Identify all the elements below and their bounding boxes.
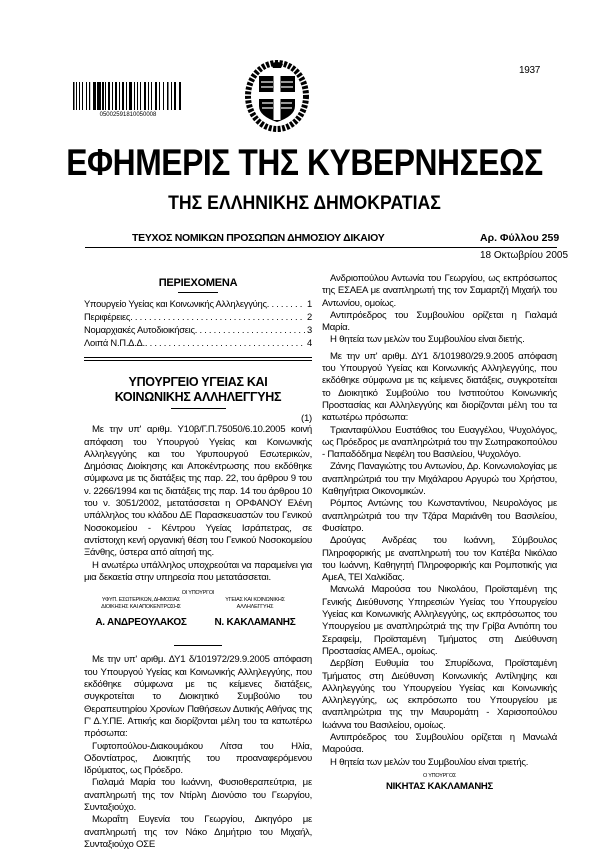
toc-item-label: Λοιπά Ν.Π.Δ.Δ. <box>84 337 145 349</box>
gazette-subtitle: ΤΗΣ ΕΛΛΗΝΙΚΗΣ ΔΗΜΟΚΡΑΤΙΑΣ <box>168 193 441 214</box>
signatory-name: Α. ΑΝΔΡΕΟΥΛΑΚΟΣ <box>95 617 187 629</box>
section-title-line1: ΥΠΟΥΡΓΕΙΟ ΥΓΕΙΑΣ ΚΑΙ <box>128 375 268 390</box>
toc-item[interactable] <box>84 336 312 349</box>
decision-paragraph: Η θητεία των μελών του Συμβουλίου είναι διετής. <box>330 334 525 346</box>
right-column <box>322 273 557 794</box>
toc-item[interactable] <box>84 310 312 323</box>
decision-paragraph: Η θητεία των μελών του Συμβουλίου είναι τριετής. <box>330 756 529 768</box>
signatory-role: ΥΓΕΙΑΣ ΚΑΙ ΚΟΙΝΩΝΙΚΗΣ <box>225 597 285 604</box>
toc-item-page: 4 <box>307 337 312 349</box>
decision-paragraph: Δρούγας Ανδρέας του Ιωάννη, Σύμβουλος Πληροφορικής με αναπληρωτή του τον Κατέβα Νικόλαο του Ιωάννη, Καθηγητή Πληροφορικής και Ρομποτικής για ΑμεΑ, ΤΕΙ Χαλκίδας. <box>322 535 557 584</box>
decision-paragraph: Μωραΐτη Ευγενία του Γεωργίου, Δικηγόρο με αναπληρωτή της τον Νάκο Δημήτριο του Μιχαήλ, Συνταξιούχο ΟΣΕ <box>84 814 312 850</box>
left-column <box>84 272 312 851</box>
toc-title-underline <box>178 292 218 293</box>
sheet-number: Αρ. Φύλλου 259 <box>480 232 560 244</box>
gazette-title: ΕΦΗΜΕΡΙΣ ΤΗΣ ΚΥΒΕΡΝΗΣΕΩΣ <box>66 142 543 183</box>
decision-paragraph: Αντιπρόεδρος του Συμβουλίου ορίζεται η Γιαλαμά Μαρία. <box>322 309 557 334</box>
minister-label: Ο ΥΠΟΥΡΓΟΣ <box>423 772 456 779</box>
decision-paragraph: Η ανωτέρω υπάλληλος υποχρεούται να παραμείνει για μια δεκαετία στην υπηρεσία που μετατάσσεται. <box>84 559 312 583</box>
decision-paragraph: Τριανταφύλλου Ευστάθιος του Ευαγγέλου, Ψυχολόγος, ως Πρόεδρος με αναπληρώτριά του την Σωτηρακοπούλου - Παπαδόδημα Νεφέλη του Βασιλείου, Ψυχολόγο. <box>322 424 557 461</box>
section-title-line2: ΚΟΙΝΩΝΙΚΗΣ ΑΛΛΗΛΕΓΓΥΗΣ <box>114 390 282 405</box>
header-divider <box>85 247 557 248</box>
toc-title: ΠΕΡΙΕΧΟΜΕΝΑ <box>158 277 238 289</box>
toc-item[interactable] <box>84 297 312 310</box>
decision-paragraph: Ρόμπος Αντώνης του Κωνσταντίνου, Νευρολόγος με αναπληρώτριά του την Τζάρα Μαριάνθη του Βασιλείου, Φυσίατρο. <box>322 498 557 534</box>
barcode-icon <box>73 82 183 110</box>
decision-number: (1) <box>301 413 312 425</box>
barcode-digits: 05002591810050008 <box>99 112 157 118</box>
decision-separator <box>174 645 222 646</box>
decision-paragraph: Μανωλά Μαρούσα του Νικολάου, Προϊσταμένη της Γενικής Διεύθυνσης Υπηρεσιών Υγείας του Υπουργείου Υγείας και Κοινωνικής Αλληλεγγύης, ως εκπρόσωπος του Υπουργείου με αναπληρώτριά της την Γρίβα Αντιόπη του Σεραφείμ, Προϊσταμένη Τμήματος στη Διεύθυνση Προστασίας ΑΜΕΑ., ομοίως. <box>322 584 557 657</box>
toc-item-page: 2 <box>307 311 312 323</box>
decision-paragraph: Ανδριοπούλου Αντωνία του Γεωργίου, ως εκπρόσωπος της ΕΣΑΕΑ με αναπληρωτή της τον Σαμαρτζή Μιχαήλ του Αντωνίου, ομοίως. <box>322 273 557 309</box>
issue-date: 18 Οκτωβρίου 2005 <box>480 250 569 261</box>
toc-item-page: 3 <box>307 324 312 336</box>
decision-paragraph: Με την υπ' αριθμ. ΔΥ1 δ/101972/29.9.2005 απόφαση του Υπουργού Υγείας και Κοινωνικής Αλληλεγγύης, που εκδόθηκε σύμφωνα με τις κείμενες διατάξεις, συγκροτείται το Διοικητικό Συμβούλιο του Θεραπευτηρίου Χρονίων Παθήσεων Δυτικής Αθήνας της Γ' Δ.Υ.ΠΕ. Αττικής και διορίζονται μέλη του τα κατωτέρω πρόσωπα: <box>84 654 312 740</box>
decision-paragraph: Δερβίση Ευθυμία του Σπυρίδωνα, Προϊσταμένη Τμήματος στη Διεύθυνση Κοινωνικής Αντίληψης και Αλληλεγγύης του Υπουργείου Υγείας και Κοινωνικής Αλληλεγγύης, ως εκπρόσωπο του Υπουργείου με αναπληρώτρια της την Μαυρομάτη - Χαρισοπούλου Ιωάννα του Βασιλείου, ομοίως. <box>322 658 557 731</box>
toc-double-rule <box>84 357 312 361</box>
toc-item-label: Νομαρχιακές Αυτοδιοικήσεις <box>84 324 195 336</box>
signatory-role: ΔΙΟΙΚΗΣΗΣ ΚΑΙ ΑΠΟΚΕΝΤΡΩΣΗΣ <box>101 604 181 611</box>
issue-series: ΤΕΥΧΟΣ ΝΟΜΙΚΩΝ ΠΡΟΣΩΠΩΝ ΔΗΜΟΣΙΟΥ ΔΙΚΑΙΟΥ <box>132 232 385 244</box>
toc-item[interactable] <box>84 323 312 336</box>
decision-paragraph: Με την υπ' αριθμ. Υ10β/Γ.Π.75050/6.10.2005 κοινή απόφαση του Υπουργού Υγείας και Κοινωνικής Αλληλεγγύης και του Υφυπουργού Εσωτερικών, Δημόσιας Διοίκησης και Αποκέντρωσης που εκδόθηκε σύμφωνα με τις διατάξεις της παρ. 22, του άρθρου 9 του ν. 2266/1994 και τις διατάξεις της παρ. 14 του άρθρου 10 του ν. 3051/2002, μετατάσσεται η ΟΡΦΑΝΟΥ Ελένη υπάλληλος του κλάδου ΔΕ Παρασκευαστών του Γενικού Νοσοκομείου - Κέντρου Υγείας Ισράπετρας, σε αντίστοιχη κενή οργανική θέση του Γενικού Νοσοκομείου Ξάνθης, ύστερα από αίτησή της. <box>84 424 312 559</box>
signatory-role: ΑΛΛΗΛΕΓΓΥΗΣ <box>236 604 274 611</box>
section-title-underline <box>171 408 226 409</box>
page-number: 1937 <box>519 65 541 76</box>
signatory-name: Ν. ΚΑΚΛΑΜΑΝΗΣ <box>214 617 296 629</box>
signatory-names <box>84 617 312 629</box>
coat-of-arms-icon <box>245 58 309 133</box>
minister-name: ΝΙΚΗΤΑΣ ΚΑΚΛΑΜΑΝΗΣ <box>386 780 493 792</box>
signatory-role: ΥΦΥΠ. ΕΣΩΤΕΡΙΚΩΝ, ΔΗΜΟΣΙΑΣ <box>101 597 181 604</box>
decision-paragraph: Με την υπ' αριθμ. ΔΥ1 δ/101980/29.9.2005 απόφαση του Υπουργού Υγείας και Κοινωνικής Αλληλεγγύης, που εκδόθηκε σύμφωνα με τις κείμενες διατάξεις, συγκροτείται το Διοικητικό Συμβούλιο του Ινστιτούτου Κοινωνικής Προστασίας και Αλληλεγγύης και διορίζονται μέλη του τα κατωτέρω πρόσωπα: <box>322 350 557 424</box>
toc-item-label: Περιφέρειες <box>84 311 131 323</box>
decision-paragraph: Αντιπρόεδρος του Συμβουλίου ορίζεται η Μανωλά Μαρούσα. <box>322 731 557 756</box>
toc-item-label: Υπουργείο Υγείας και Κοινωνικής Αλληλεγγύης <box>84 298 267 310</box>
decision-paragraph: Γυφτοπούλου-Διακουμάκου Λίτσα του Ηλία, Οδοντίατρος, Διοικητής του προαναφερόμενου Ιδρύματος, ως Πρόεδρο. <box>84 740 312 777</box>
signatory-roles <box>84 597 312 611</box>
signatories-heading: ΟΙ ΥΠΟΥΡΓΟΙ <box>181 590 215 597</box>
decision-paragraph: Γιαλαμά Μαρία του Ιωάννη, Φυσιοθεραπεύτρια, με αναπληρωτή της τον Ντίρλη Διονύσιο του Γεωργίου, Συνταξιούχο. <box>84 777 312 814</box>
decision-paragraph: Ζάνης Παναγιώτης του Αντωνίου, Δρ. Κοινωνιολογίας με αναπληρώτριά του την Μιχάλαρου Αργυρώ του Χρήστου, Καθηγήτρια Οικονομικών. <box>322 461 557 498</box>
toc-item-page: 1 <box>307 298 312 310</box>
